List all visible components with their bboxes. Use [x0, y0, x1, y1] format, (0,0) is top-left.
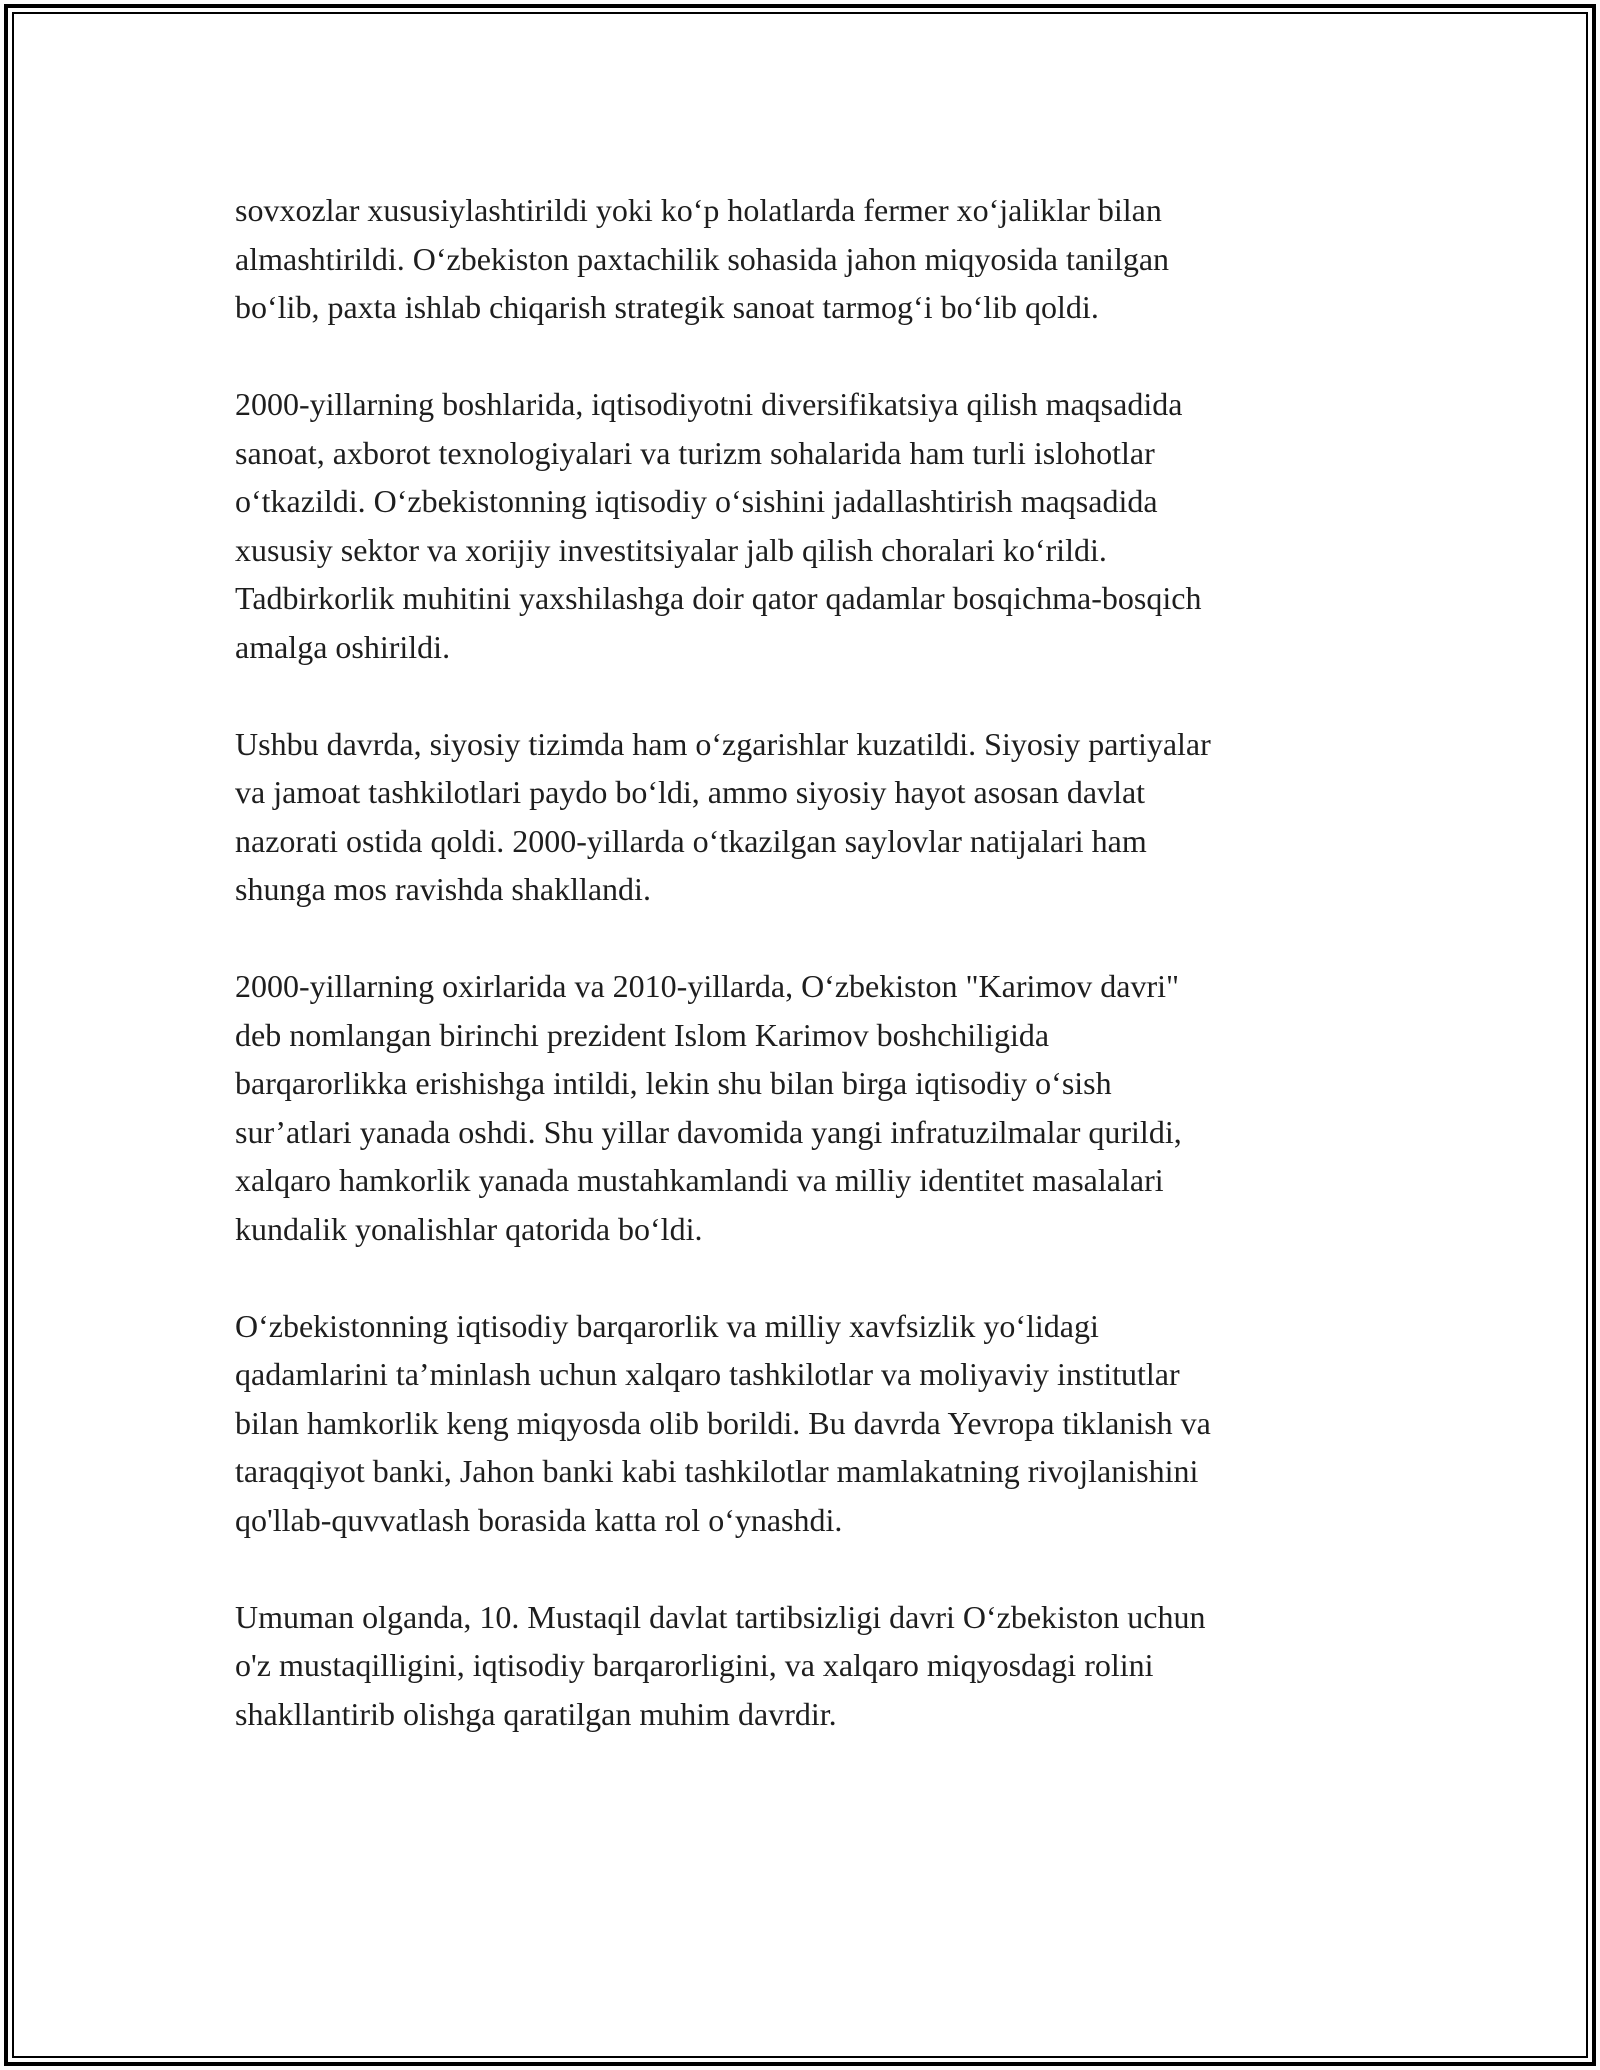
paragraph-political-changes: Ushbu davrda, siyosiy tizimda ham o‘zgarishlar kuzatildi. Siyosiy partiyalar va jamoat tashkilotlari paydo bo‘ldi, ammo siyosiy hayot asosan davlat nazorati ostida qoldi. 2000-yillarda o‘tkazilgan saylovlar natijalari ham shunga mos ravishda shakllandi. — [235, 725, 1211, 907]
document-body — [235, 186, 1375, 1787]
paragraph-privatization: sovxozlar xususiylashtirildi yoki ko‘p holatlarda fermer xo‘jaliklar bilan almashtirildi. O‘zbekiston paxtachilik sohasida jahon miqyosida tanilgan bo‘lib, paxta ishlab chiqarish strategik sanoat tarmog‘i bo‘lib qoldi. — [235, 192, 1170, 325]
paragraph-conclusion: Umuman olganda, 10. Mustaqil davlat tartibsizligi davri O‘zbekiston uchun o'z mustaqilligini, iqtisodiy barqarorligini, va xalqaro miqyosdagi rolini shakllantirib olishga qaratilgan muhim davrdir. — [235, 1598, 1206, 1732]
paragraph-economic-reforms: 2000-yillarning boshlarida, iqtisodiyotni diversifikatsiya qilish maqsadida sanoat, axborot texnologiyalari va turizm sohalarida ham turli islohotlar o‘tkazildi. O‘zbekistonning iqtisodiy o‘sishini jadallashtirish maqsadida xususiy sektor va xorijiy investitsiyalar jalb qilish choralari ko‘rildi. Tadbirkorlik muhitini yaxshilashga doir qator qadamlar bosqichma-bosqich amalga oshirildi. — [235, 386, 1202, 665]
paragraph-international-cooperation: O‘zbekistonning iqtisodiy barqarorlik va milliy xavfsizlik yo‘lidagi qadamlarini ta’minlash uchun xalqaro tashkilotlar va moliyaviy institutlar bilan hamkorlik keng miqyosda olib borildi. Bu davrda Yevropa tiklanish va taraqqiyot banki, Jahon banki kabi tashkilotlar mamlakatning rivojlanishini qo'llab-quvvatlash borasida katta rol o‘ynashdi. — [235, 1307, 1211, 1538]
paragraph-karimov-era: 2000-yillarning oxirlarida va 2010-yillarda, O‘zbekiston "Karimov davri" deb nomlangan birinchi prezident Islom Karimov boshchiligida barqarorlikka erishishga intildi, lekin shu bilan birga iqtisodiy o‘sish sur’atlari yanada oshdi. Shu yillar davomida yangi infratuzilmalar qurildi, xalqaro hamkorlik yanada mustahkamlandi va milliy identitet masalalari kundalik yonalishlar qatorida bo‘ldi. — [235, 968, 1182, 1247]
